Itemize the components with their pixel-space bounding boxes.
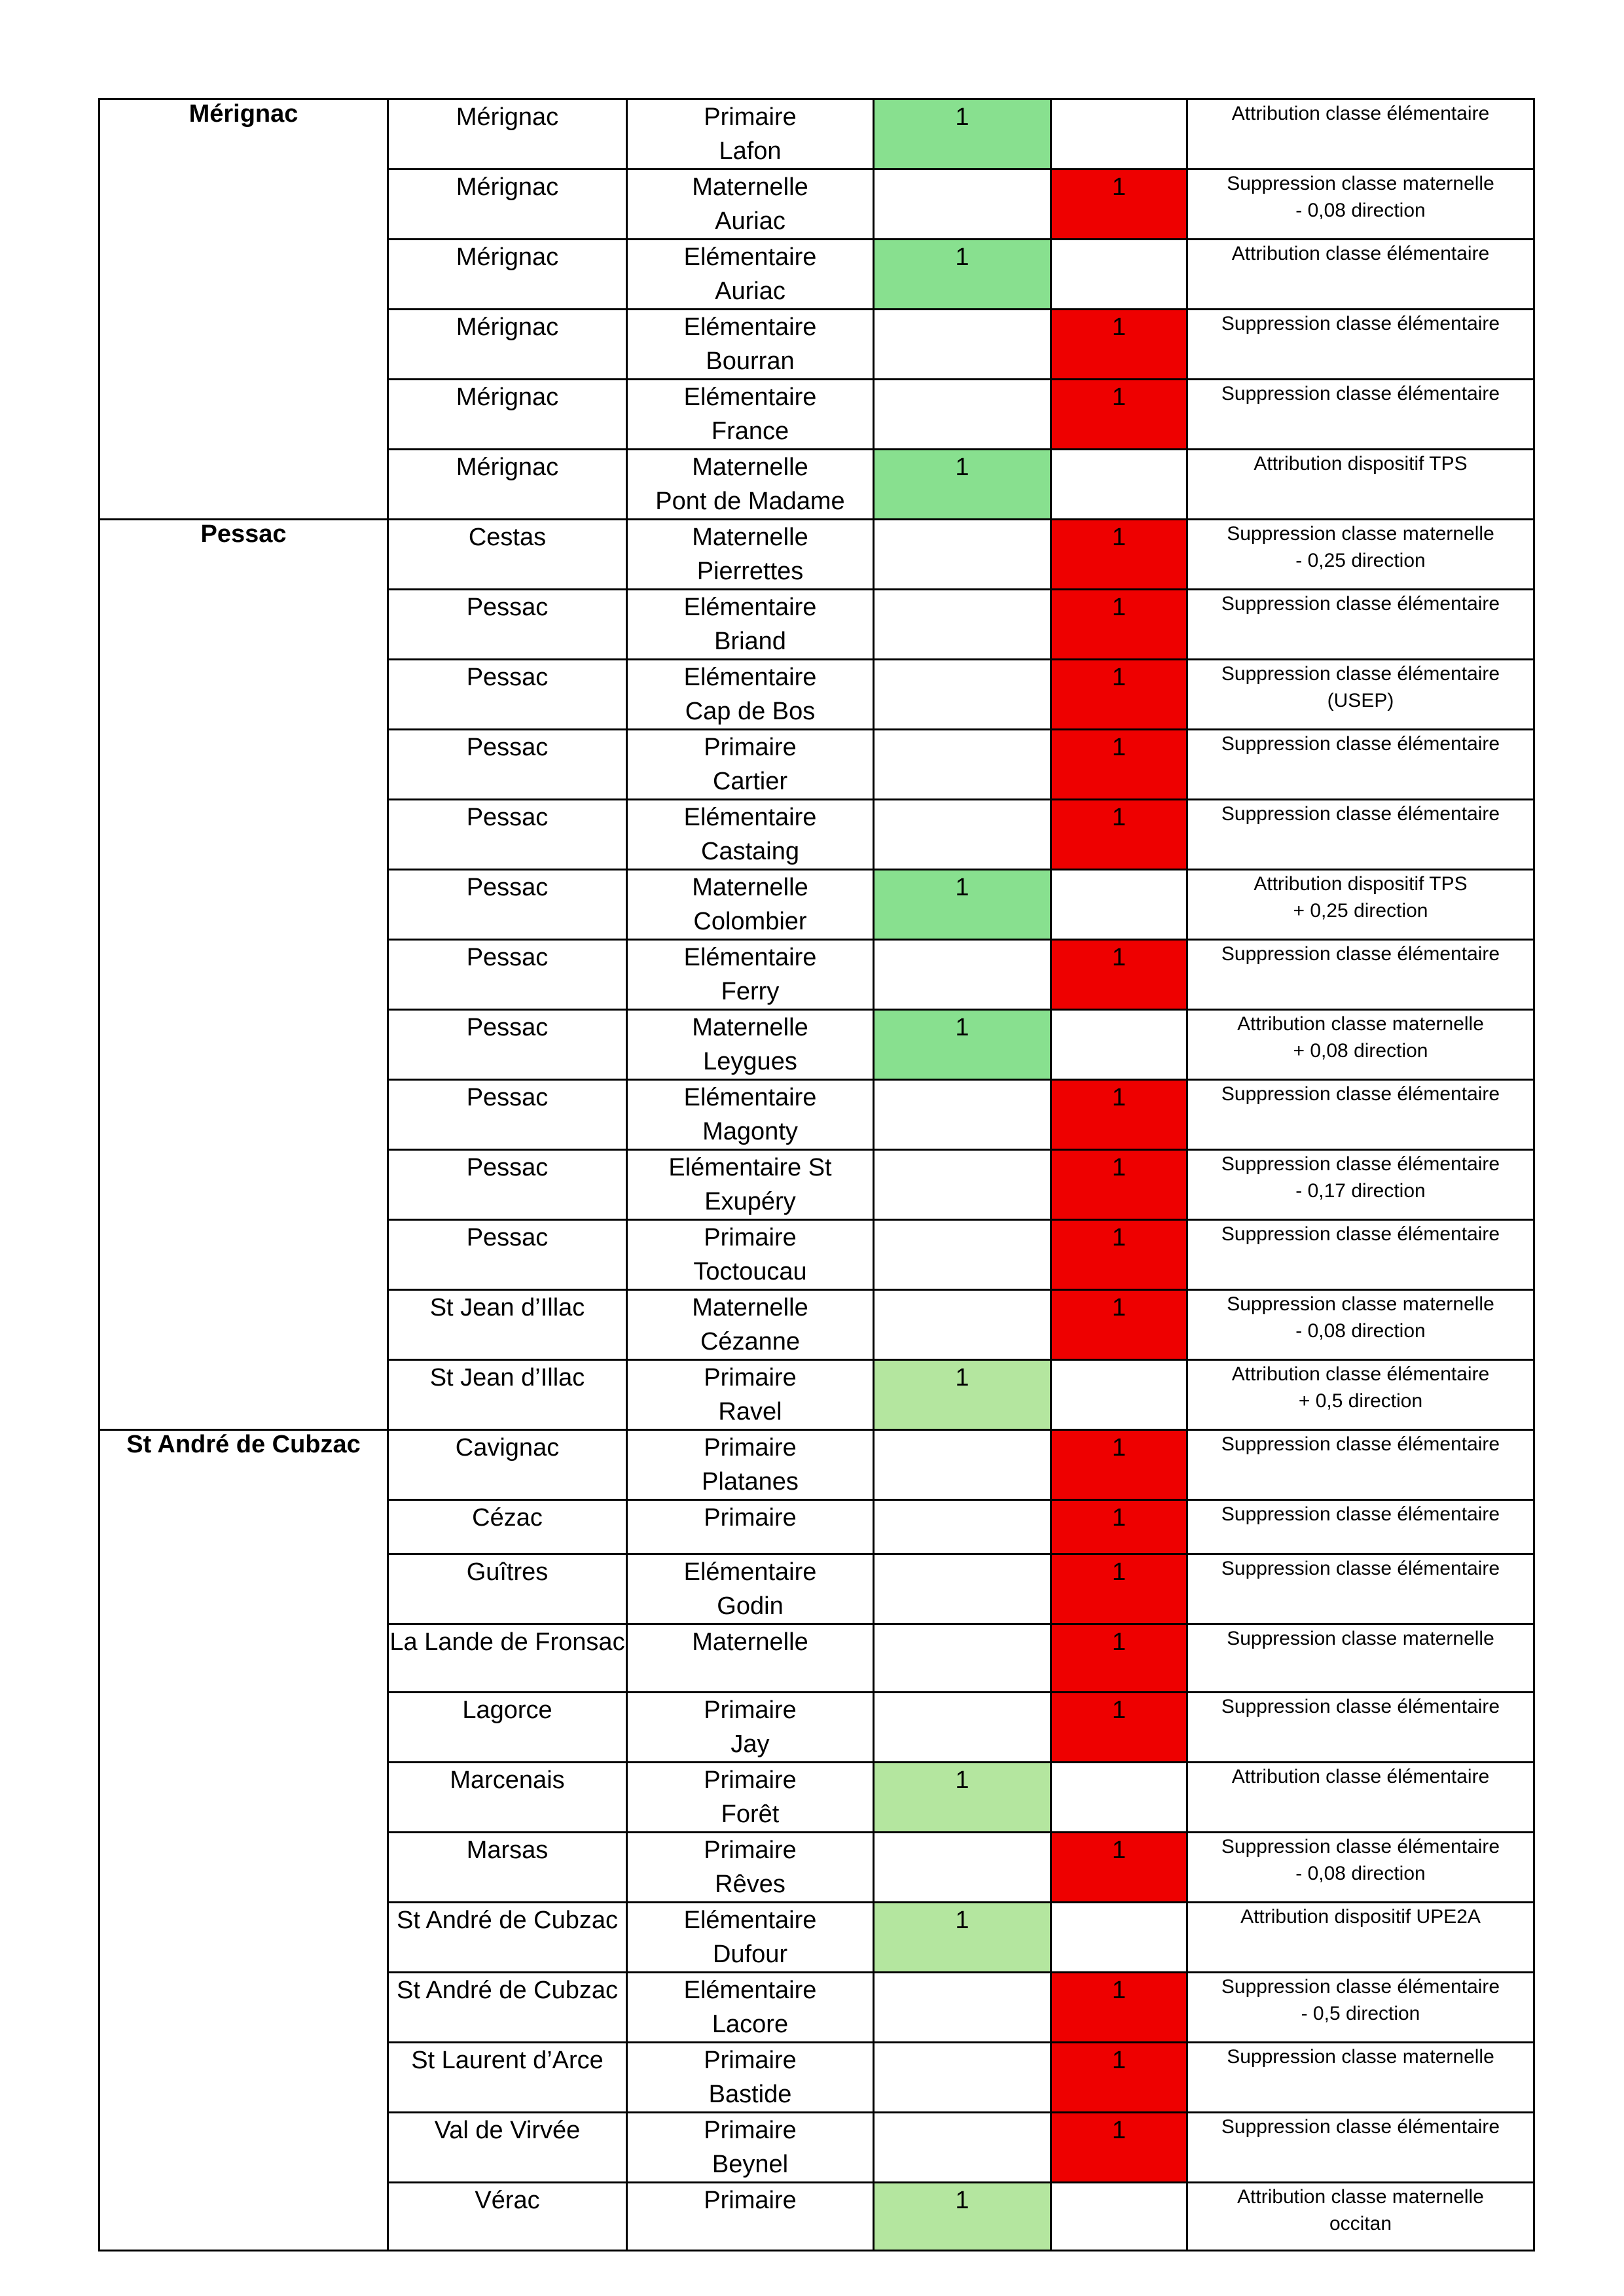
- school-type: Primaire: [704, 1434, 797, 1462]
- school-cell: [627, 1360, 874, 1430]
- measure-text: Suppression classe élémentaire: [1221, 1153, 1500, 1175]
- school-name: Platanes: [702, 1468, 799, 1496]
- school-cell: [627, 380, 874, 450]
- school-type: Elémentaire: [683, 384, 817, 411]
- suppression-cell: [1051, 1010, 1187, 1080]
- suppression-cell: 1: [1051, 1973, 1187, 2043]
- school-name: Leygues: [703, 1048, 797, 1075]
- school-name: France: [711, 418, 789, 445]
- school-name: Pont de Madame: [655, 488, 845, 515]
- suppression-cell: 1: [1051, 1624, 1187, 1693]
- school-type: Elémentaire: [683, 314, 817, 341]
- measure-text: Suppression classe élémentaire: [1221, 313, 1500, 334]
- school-cell: [627, 660, 874, 730]
- measure-text: Suppression classe élémentaire: [1221, 2116, 1500, 2138]
- attribution-cell: [874, 1833, 1051, 1903]
- school-name: Briand: [714, 628, 786, 655]
- attribution-cell: 1: [874, 1360, 1051, 1430]
- commune-cell: St Laurent d’Arce: [388, 2043, 627, 2113]
- measure-cell: [1187, 170, 1534, 240]
- suppression-cell: [1051, 1763, 1187, 1833]
- school-type: Maternelle: [692, 173, 808, 201]
- suppression-cell: 1: [1051, 2113, 1187, 2183]
- attribution-cell: [874, 170, 1051, 240]
- measure-cell: [1187, 590, 1534, 660]
- school-cell: [627, 590, 874, 660]
- commune-cell: Mérignac: [388, 240, 627, 310]
- measure-cell: [1187, 1903, 1534, 1973]
- commune-cell: Pessac: [388, 660, 627, 730]
- suppression-cell: 1: [1051, 1220, 1187, 1290]
- commune-cell: Pessac: [388, 1220, 627, 1290]
- school-name: Castaing: [701, 838, 799, 865]
- school-type: Elémentaire St: [668, 1154, 832, 1181]
- measure-cell: [1187, 870, 1534, 940]
- measure-text: Suppression classe élémentaire: [1221, 593, 1500, 615]
- measure-cell: [1187, 1150, 1534, 1220]
- attribution-cell: [874, 730, 1051, 800]
- school-type: Primaire: [704, 1837, 797, 1864]
- school-name: Dufour: [712, 1941, 788, 1968]
- suppression-cell: [1051, 240, 1187, 310]
- measure-detail: (USEP): [1327, 690, 1394, 711]
- school-cell: [627, 1500, 874, 1554]
- attribution-cell: [874, 1080, 1051, 1150]
- school-cell: [627, 1693, 874, 1763]
- attribution-cell: 1: [874, 1763, 1051, 1833]
- attribution-cell: 1: [874, 99, 1051, 170]
- measure-cell: [1187, 310, 1534, 380]
- measure-text: Attribution dispositif TPS: [1254, 873, 1468, 895]
- suppression-cell: 1: [1051, 520, 1187, 590]
- suppression-cell: [1051, 99, 1187, 170]
- school-name: Bastide: [708, 2081, 792, 2108]
- measure-cell: [1187, 1833, 1534, 1903]
- attribution-cell: 1: [874, 1010, 1051, 1080]
- measure-text: Suppression classe maternelle: [1227, 2046, 1494, 2068]
- commune-cell: Pessac: [388, 940, 627, 1010]
- attribution-cell: 1: [874, 870, 1051, 940]
- table-row: [99, 520, 1534, 590]
- measure-cell: [1187, 660, 1534, 730]
- measure-text: Suppression classe élémentaire: [1221, 1503, 1500, 1525]
- school-type: Primaire: [704, 734, 797, 761]
- commune-cell: Pessac: [388, 1010, 627, 1080]
- commune-cell: St André de Cubzac: [388, 1903, 627, 1973]
- circonscription-cell: St André de Cubzac: [99, 1430, 388, 2251]
- suppression-cell: [1051, 450, 1187, 520]
- school-name: Toctoucau: [693, 1258, 807, 1285]
- school-type: Maternelle: [692, 454, 808, 481]
- suppression-cell: 1: [1051, 730, 1187, 800]
- commune-cell: Pessac: [388, 730, 627, 800]
- school-cell: [627, 940, 874, 1010]
- measure-text: Attribution classe maternelle: [1237, 1013, 1484, 1035]
- commune-cell: Pessac: [388, 870, 627, 940]
- circonscription-cell: Pessac: [99, 520, 388, 1430]
- school-cell: [627, 2183, 874, 2251]
- school-name: Rêves: [715, 1871, 785, 1898]
- school-type: Primaire: [704, 1767, 797, 1794]
- school-name: Pierrettes: [696, 558, 804, 585]
- commune-cell: Pessac: [388, 590, 627, 660]
- school-type: Elémentaire: [683, 1084, 817, 1111]
- measure-cell: [1187, 1973, 1534, 2043]
- school-type: Elémentaire: [683, 1907, 817, 1934]
- school-type: Maternelle: [692, 524, 808, 551]
- suppression-cell: 1: [1051, 1430, 1187, 1500]
- suppression-cell: 1: [1051, 940, 1187, 1010]
- measure-text: Attribution dispositif UPE2A: [1240, 1906, 1481, 1928]
- measure-detail: + 0,25 direction: [1293, 900, 1428, 922]
- attribution-cell: [874, 1624, 1051, 1693]
- school-name: Cartier: [712, 768, 788, 795]
- measure-cell: [1187, 1500, 1534, 1554]
- school-type: Elémentaire: [683, 804, 817, 831]
- school-type: Primaire: [704, 1504, 797, 1532]
- school-type: Primaire: [704, 1364, 797, 1391]
- table-row: [99, 1430, 1534, 1500]
- school-type: Primaire: [704, 103, 797, 131]
- measure-text: Attribution classe maternelle: [1237, 2186, 1484, 2208]
- measure-cell: [1187, 2113, 1534, 2183]
- measure-cell: [1187, 450, 1534, 520]
- attribution-cell: [874, 1693, 1051, 1763]
- measure-cell: [1187, 2043, 1534, 2113]
- school-cell: [627, 1080, 874, 1150]
- circonscription-cell: Mérignac: [99, 99, 388, 520]
- school-cell: [627, 1763, 874, 1833]
- table-body: [99, 99, 1534, 2251]
- measure-detail: - 0,25 direction: [1295, 550, 1426, 571]
- school-type: Primaire: [704, 2117, 797, 2144]
- suppression-cell: 1: [1051, 1554, 1187, 1624]
- school-type: Maternelle: [692, 1628, 808, 1656]
- attribution-cell: 1: [874, 2183, 1051, 2251]
- attribution-cell: [874, 1430, 1051, 1500]
- suppression-cell: 1: [1051, 170, 1187, 240]
- measure-text: Suppression classe maternelle: [1227, 1293, 1494, 1315]
- school-cell: [627, 520, 874, 590]
- measure-text: Suppression classe élémentaire: [1221, 1836, 1500, 1857]
- measure-cell: [1187, 1554, 1534, 1624]
- attribution-cell: [874, 1290, 1051, 1360]
- suppression-cell: 1: [1051, 590, 1187, 660]
- commune-cell: Val de Virvée: [388, 2113, 627, 2183]
- school-name: Magonty: [702, 1118, 798, 1145]
- attribution-cell: 1: [874, 1903, 1051, 1973]
- measure-cell: [1187, 1290, 1534, 1360]
- measure-text: Suppression classe élémentaire: [1221, 663, 1500, 685]
- school-cell: [627, 1290, 874, 1360]
- attribution-cell: [874, 1973, 1051, 2043]
- measure-detail: - 0,5 direction: [1301, 2003, 1420, 2024]
- school-name: Auriac: [715, 207, 785, 235]
- measure-text: Attribution classe élémentaire: [1231, 1766, 1490, 1787]
- measure-text: Attribution classe élémentaire: [1231, 243, 1490, 264]
- school-type: Primaire: [704, 2187, 797, 2214]
- commune-cell: Cézac: [388, 1500, 627, 1554]
- attribution-cell: [874, 660, 1051, 730]
- measure-detail: occitan: [1329, 2213, 1392, 2234]
- measure-text: Suppression classe maternelle: [1227, 523, 1494, 545]
- school-type: Elémentaire: [683, 1558, 817, 1586]
- commune-cell: Mérignac: [388, 380, 627, 450]
- school-name: Colombier: [693, 908, 807, 935]
- suppression-cell: [1051, 1903, 1187, 1973]
- school-cell: [627, 870, 874, 940]
- commune-cell: St André de Cubzac: [388, 1973, 627, 2043]
- school-cell: [627, 1903, 874, 1973]
- commune-cell: Mérignac: [388, 450, 627, 520]
- suppression-cell: 1: [1051, 1833, 1187, 1903]
- school-cell: [627, 1010, 874, 1080]
- school-cell: [627, 310, 874, 380]
- measure-text: Attribution classe élémentaire: [1231, 103, 1490, 124]
- measure-text: Suppression classe maternelle: [1227, 1628, 1494, 1649]
- measure-cell: [1187, 520, 1534, 590]
- measure-detail: - 0,17 direction: [1295, 1180, 1426, 1202]
- school-cell: [627, 1973, 874, 2043]
- commune-cell: Mérignac: [388, 99, 627, 170]
- attribution-cell: [874, 800, 1051, 870]
- commune-cell: St Jean d’Illac: [388, 1290, 627, 1360]
- commune-cell: Marcenais: [388, 1763, 627, 1833]
- suppression-cell: [1051, 2183, 1187, 2251]
- school-cell: [627, 240, 874, 310]
- measure-text: Attribution dispositif TPS: [1254, 453, 1468, 475]
- school-type: Elémentaire: [683, 944, 817, 971]
- attribution-cell: [874, 590, 1051, 660]
- school-cell: [627, 99, 874, 170]
- measure-text: Suppression classe élémentaire: [1221, 803, 1500, 825]
- school-type: Elémentaire: [683, 243, 817, 271]
- allocation-table: [98, 98, 1535, 2251]
- measure-cell: [1187, 240, 1534, 310]
- school-cell: [627, 170, 874, 240]
- attribution-cell: [874, 1554, 1051, 1624]
- suppression-cell: 1: [1051, 800, 1187, 870]
- school-cell: [627, 1833, 874, 1903]
- measure-text: Attribution classe élémentaire: [1231, 1363, 1490, 1385]
- suppression-cell: 1: [1051, 310, 1187, 380]
- school-cell: [627, 1624, 874, 1693]
- measure-cell: [1187, 940, 1534, 1010]
- commune-cell: Lagorce: [388, 1693, 627, 1763]
- school-type: Elémentaire: [683, 594, 817, 621]
- school-name: Godin: [717, 1592, 784, 1620]
- commune-cell: La Lande de Fronsac: [388, 1624, 627, 1693]
- school-cell: [627, 1220, 874, 1290]
- measure-cell: [1187, 1080, 1534, 1150]
- attribution-cell: 1: [874, 240, 1051, 310]
- school-cell: [627, 2113, 874, 2183]
- school-name: Cap de Bos: [685, 698, 816, 725]
- school-name: Cézanne: [700, 1328, 801, 1355]
- school-cell: [627, 1554, 874, 1624]
- school-name: Jay: [731, 1731, 770, 1758]
- suppression-cell: 1: [1051, 1290, 1187, 1360]
- measure-text: Suppression classe élémentaire: [1221, 1433, 1500, 1455]
- measure-text: Suppression classe élémentaire: [1221, 733, 1500, 755]
- school-cell: [627, 800, 874, 870]
- school-cell: [627, 450, 874, 520]
- commune-cell: Vérac: [388, 2183, 627, 2251]
- attribution-cell: [874, 380, 1051, 450]
- measure-text: Suppression classe élémentaire: [1221, 943, 1500, 965]
- school-cell: [627, 1150, 874, 1220]
- measure-text: Suppression classe maternelle: [1227, 173, 1494, 194]
- suppression-cell: [1051, 1360, 1187, 1430]
- school-name: Lafon: [719, 137, 782, 165]
- commune-cell: Marsas: [388, 1833, 627, 1903]
- measure-cell: [1187, 1220, 1534, 1290]
- measure-cell: [1187, 1763, 1534, 1833]
- school-type: Maternelle: [692, 874, 808, 901]
- measure-detail: + 0,5 direction: [1298, 1390, 1423, 1412]
- school-name: Bourran: [706, 348, 795, 375]
- school-name: Beynel: [712, 2151, 789, 2178]
- commune-cell: Mérignac: [388, 310, 627, 380]
- measure-text: Suppression classe élémentaire: [1221, 1696, 1500, 1717]
- measure-cell: [1187, 99, 1534, 170]
- measure-text: Suppression classe élémentaire: [1221, 1558, 1500, 1579]
- suppression-cell: 1: [1051, 1500, 1187, 1554]
- measure-detail: - 0,08 direction: [1295, 200, 1426, 221]
- suppression-cell: 1: [1051, 660, 1187, 730]
- attribution-cell: [874, 940, 1051, 1010]
- attribution-cell: [874, 1220, 1051, 1290]
- school-type: Primaire: [704, 1224, 797, 1251]
- school-name: Ferry: [721, 978, 780, 1005]
- measure-cell: [1187, 380, 1534, 450]
- commune-cell: Pessac: [388, 1080, 627, 1150]
- commune-cell: Guîtres: [388, 1554, 627, 1624]
- measure-cell: [1187, 1624, 1534, 1693]
- measure-cell: [1187, 1693, 1534, 1763]
- measure-detail: + 0,08 direction: [1293, 1040, 1428, 1062]
- attribution-cell: [874, 1150, 1051, 1220]
- suppression-cell: 1: [1051, 2043, 1187, 2113]
- suppression-cell: 1: [1051, 1693, 1187, 1763]
- suppression-cell: 1: [1051, 380, 1187, 450]
- school-type: Maternelle: [692, 1014, 808, 1041]
- measure-cell: [1187, 800, 1534, 870]
- measure-text: Suppression classe élémentaire: [1221, 383, 1500, 404]
- suppression-cell: 1: [1051, 1080, 1187, 1150]
- school-name: Lacore: [712, 2011, 789, 2038]
- measure-detail: - 0,08 direction: [1295, 1320, 1426, 1342]
- attribution-cell: [874, 2043, 1051, 2113]
- commune-cell: Mérignac: [388, 170, 627, 240]
- attribution-cell: [874, 2113, 1051, 2183]
- measure-cell: [1187, 1360, 1534, 1430]
- school-cell: [627, 1430, 874, 1500]
- school-cell: [627, 730, 874, 800]
- measure-text: Suppression classe élémentaire: [1221, 1976, 1500, 1998]
- school-type: Elémentaire: [683, 1977, 817, 2004]
- school-name: Auriac: [715, 278, 785, 305]
- measure-cell: [1187, 730, 1534, 800]
- measure-cell: [1187, 1010, 1534, 1080]
- school-cell: [627, 2043, 874, 2113]
- suppression-cell: [1051, 870, 1187, 940]
- attribution-cell: [874, 1500, 1051, 1554]
- table-row: [99, 99, 1534, 170]
- commune-cell: Cavignac: [388, 1430, 627, 1500]
- attribution-cell: 1: [874, 450, 1051, 520]
- school-type: Primaire: [704, 2047, 797, 2074]
- school-type: Maternelle: [692, 1294, 808, 1321]
- measure-text: Suppression classe élémentaire: [1221, 1223, 1500, 1245]
- measure-detail: - 0,08 direction: [1295, 1863, 1426, 1884]
- school-type: Primaire: [704, 1696, 797, 1724]
- commune-cell: Cestas: [388, 520, 627, 590]
- attribution-cell: [874, 310, 1051, 380]
- suppression-cell: 1: [1051, 1150, 1187, 1220]
- measure-text: Suppression classe élémentaire: [1221, 1083, 1500, 1105]
- attribution-cell: [874, 520, 1051, 590]
- measure-cell: [1187, 2183, 1534, 2251]
- school-name: Forêt: [721, 1801, 780, 1828]
- school-name: Ravel: [718, 1398, 782, 1426]
- commune-cell: Pessac: [388, 1150, 627, 1220]
- commune-cell: Pessac: [388, 800, 627, 870]
- commune-cell: St Jean d’Illac: [388, 1360, 627, 1430]
- school-type: Elémentaire: [683, 664, 817, 691]
- school-name: Exupéry: [704, 1188, 796, 1215]
- measure-cell: [1187, 1430, 1534, 1500]
